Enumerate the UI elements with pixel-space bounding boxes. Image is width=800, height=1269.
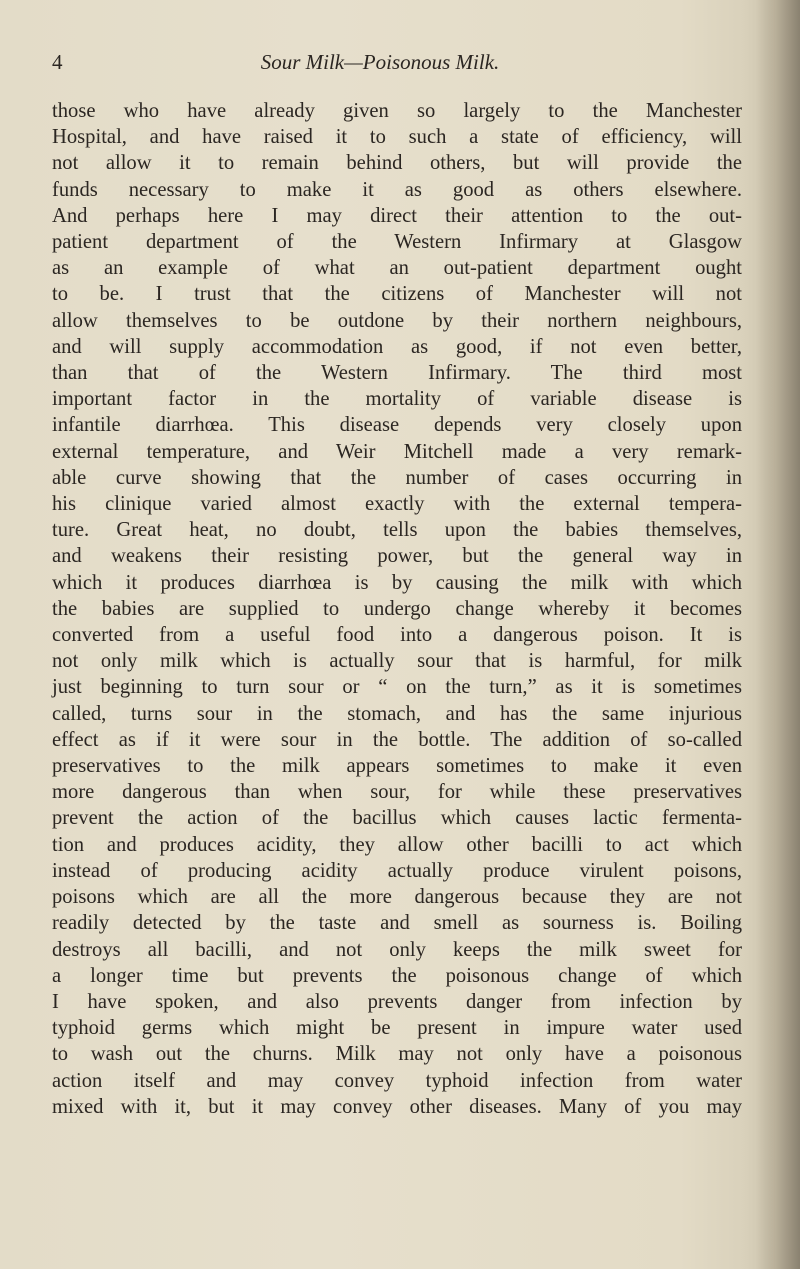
body-paragraph [52,98,742,1120]
text-line: infantile diarrhœa. This disease depends very closely upon [52,414,742,437]
text-line: his clinique varied almost exactly with the external tempera- [52,493,742,516]
text-line: able curve showing that the number of cases occurring in [52,466,742,489]
text-line: action itself and may convey typhoid infection from water [52,1069,742,1092]
text-line: converted from a useful food into a dangerous poison. It is [52,624,742,647]
running-title: Sour Milk—Poisonous Milk. [260,50,500,74]
text-line: readily detected by the taste and smell as sourness is. Boiling [52,912,742,935]
text-line: to wash out the churns. Milk may not only have a poisonous [52,1043,742,1066]
text-line: And perhaps here I may direct their attention to the out- [52,204,742,227]
text-line: than that of the Western Infirmary. The third most [52,362,742,385]
text-line: not only milk which is actually sour that is harmful, for milk [52,650,742,673]
text-line: as an example of what an out-patient department ought [52,257,742,280]
text-line: effect as if it were sour in the bottle. The addition of so-called [52,728,742,751]
text-line: and will supply accommodation as good, if not even better, [52,335,742,358]
text-line: which it produces diarrhœa is by causing the milk with which [52,571,742,594]
text-line: destroys all bacilli, and not only keeps the milk sweet for [52,938,742,961]
page-number: 4 [52,50,63,74]
text-line: external temperature, and Weir Mitchell made a very remark- [52,440,742,463]
text-line: funds necessary to make it as good as others elsewhere. [52,178,742,201]
text-line: the babies are supplied to undergo change whereby it becomes [52,597,742,620]
text-line: I have spoken, and also prevents danger from infection by [52,990,742,1013]
text-line: allow themselves to be outdone by their northern neighbours, [52,309,742,332]
page-binding-edge [756,0,800,1269]
text-line: and weakens their resisting power, but the general way in [52,545,742,568]
text-line: just beginning to turn sour or “ on the turn,” as it is sometimes [52,676,742,699]
text-line: not allow it to remain behind others, but will provide the [52,152,742,175]
text-line: typhoid germs which might be present in impure water used [52,1017,742,1040]
text-line: preservatives to the milk appears sometimes to make it even [52,755,742,778]
text-line: to be. I trust that the citizens of Manchester will not [52,283,742,306]
text-line: instead of producing acidity actually produce virulent poisons, [52,859,742,882]
text-line: more dangerous than when sour, for while these preservatives [52,781,742,804]
text-line: a longer time but prevents the poisonous change of which [52,964,742,987]
text-line: poisons which are all the more dangerous because they are not [52,886,742,909]
text-line: those who have already given so largely to the Manchester [52,100,742,122]
text-line: prevent the action of the bacillus which causes lactic fermenta- [52,807,742,830]
text-line: mixed with it, but it may convey other diseases. Many of you may [52,1095,742,1118]
text-line: Hospital, and have raised it to such a state of efficiency, will [52,126,742,149]
text-line: tion and produces acidity, they allow other bacilli to act which [52,833,742,856]
text-line: important factor in the mortality of variable disease is [52,388,742,411]
text-line: called, turns sour in the stomach, and has the same injurious [52,702,742,725]
text-line: patient department of the Western Infirmary at Glasgow [52,231,742,254]
text-line: ture. Great heat, no doubt, tells upon the babies themselves, [52,519,742,542]
